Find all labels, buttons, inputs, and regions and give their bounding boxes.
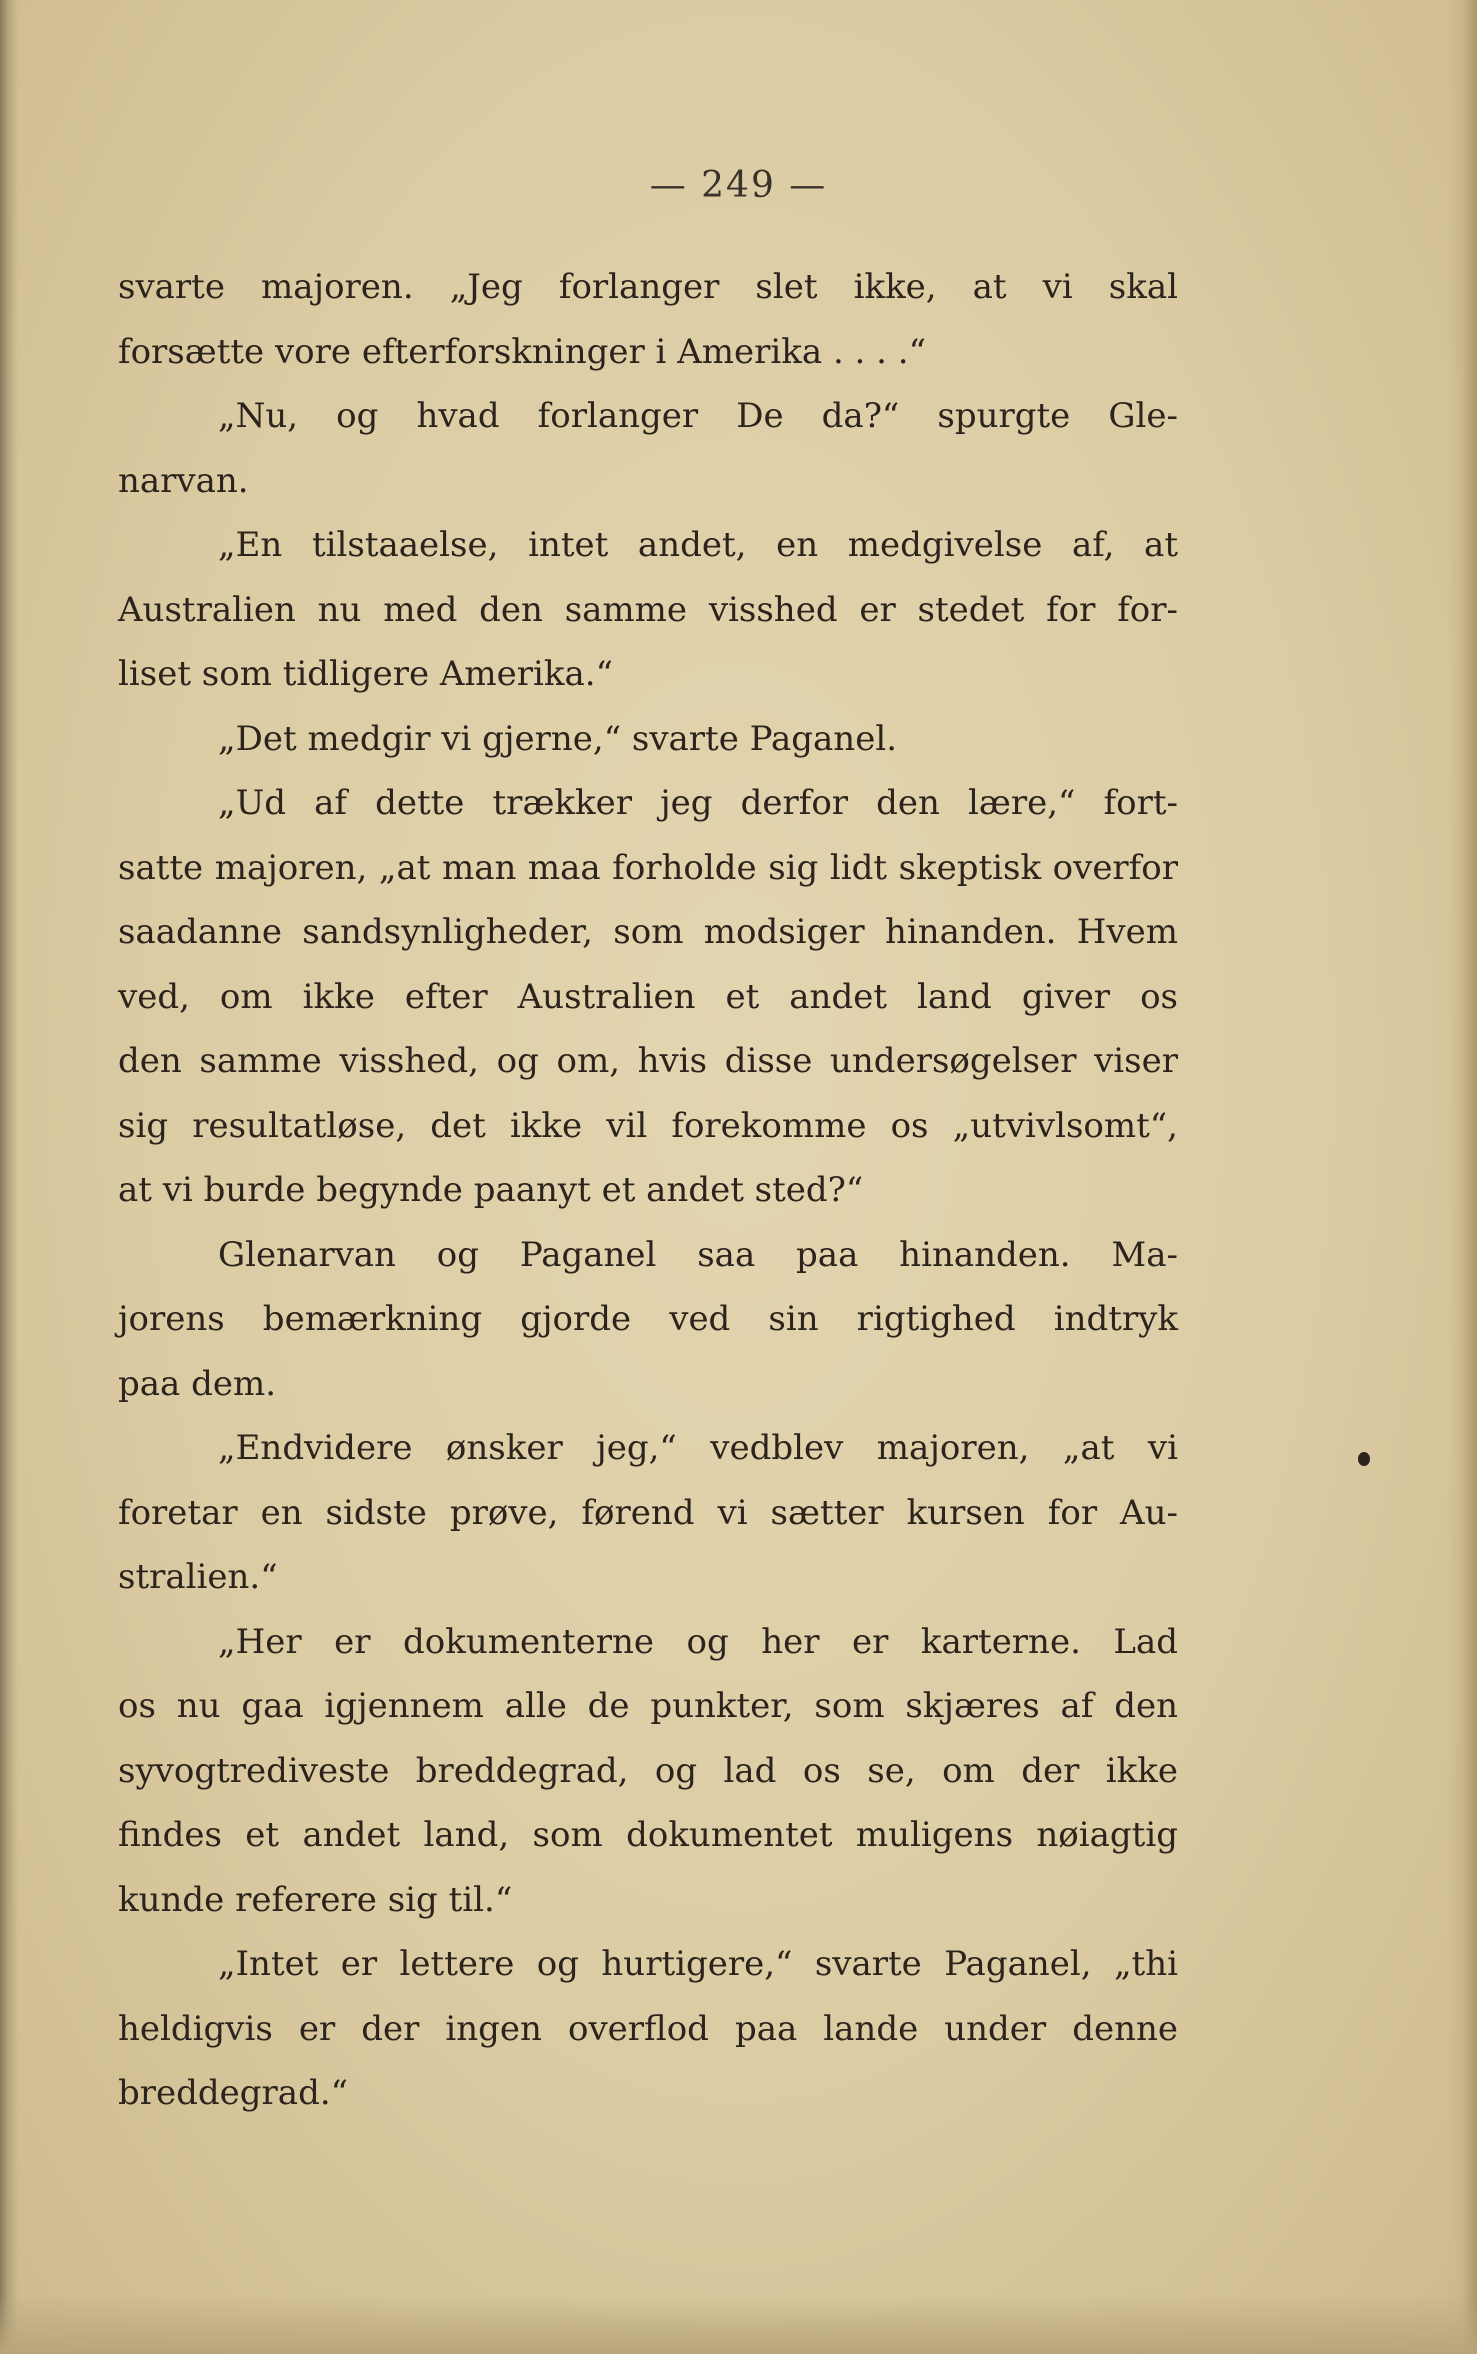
text-line: „Her er dokumenterne og her er karterne. Lad [218, 1621, 1178, 1662]
text-line: „Intet er lettere og hurtigere,“ svarte Paganel, „thi [218, 1944, 1178, 1984]
page-right-edge [1447, 0, 1477, 2354]
text-line: liset som tidligere Amerika.“ [118, 654, 613, 694]
text-line: stralien.“ [118, 1557, 278, 1597]
text-line: os nu gaa igjennem alle de punkter, som skjæres af den [118, 1686, 1178, 1726]
text-line: Australien nu med den samme visshed er stedet for for- [118, 589, 1178, 630]
text-line: „Nu, og hvad forlanger De da?“ spurgte Gle- [218, 396, 1178, 436]
text-line: at vi burde begynde paanyt et andet sted?“ [118, 1170, 864, 1210]
page-number: — 249 — [649, 165, 828, 206]
text-line: satte majoren, „at man maa forholde sig lidt skeptisk overfor [118, 847, 1178, 888]
text-line: syvogtrediveste breddegrad, og lad os se, om der ikke [118, 1750, 1178, 1791]
text-line: ved, om ikke efter Australien et andet land giver os [118, 976, 1178, 1017]
text-line: „Endvidere ønsker jeg,“ vedblev majoren, „at vi [218, 1428, 1178, 1468]
ink-speck [1358, 1452, 1370, 1466]
text-line: Glenarvan og Paganel saa paa hinanden. Ma- [218, 1234, 1178, 1275]
page-bottom-edge [0, 2294, 1477, 2354]
text-line: „Det medgir vi gjerne,“ svarte Paganel. [218, 718, 898, 759]
text-line: findes et andet land, som dokumentet muligens nøiagtig [118, 1815, 1178, 1855]
text-line: „Ud af dette trækker jeg derfor den lære,“ fort- [218, 783, 1178, 823]
text-line: breddegrad.“ [118, 2073, 349, 2113]
text-line: foretar en sidste prøve, førend vi sætter kursen for Au- [118, 1492, 1178, 1533]
text-line: sig resultatløse, det ikke vil forekomme os „utvivlsomt“, [118, 1105, 1178, 1146]
text-line: kunde referere sig til.“ [118, 1879, 513, 1920]
page-left-edge [0, 0, 18, 2354]
text-line: svarte majoren. „Jeg forlanger slet ikke, at vi skal [118, 267, 1178, 307]
text-line: paa dem. [118, 1363, 277, 1404]
text-line: saadanne sandsynligheder, som modsiger hinanden. Hvem [118, 912, 1178, 952]
text-line: forsætte vore efterforskninger i Amerika . . . .“ [118, 331, 926, 372]
text-line: heldigvis er der ingen overflod paa lande under denne [118, 2008, 1178, 2049]
body-text [118, 255, 1178, 2126]
text-line: jorens bemærkning gjorde ved sin rigtighed indtryk [118, 1299, 1178, 1339]
text-line: „En tilstaaelse, intet andet, en medgivelse af, at [218, 525, 1178, 565]
text-line: den samme visshed, og om, hvis disse undersøgelser viser [118, 1041, 1178, 1081]
text-line: narvan. [118, 460, 249, 501]
